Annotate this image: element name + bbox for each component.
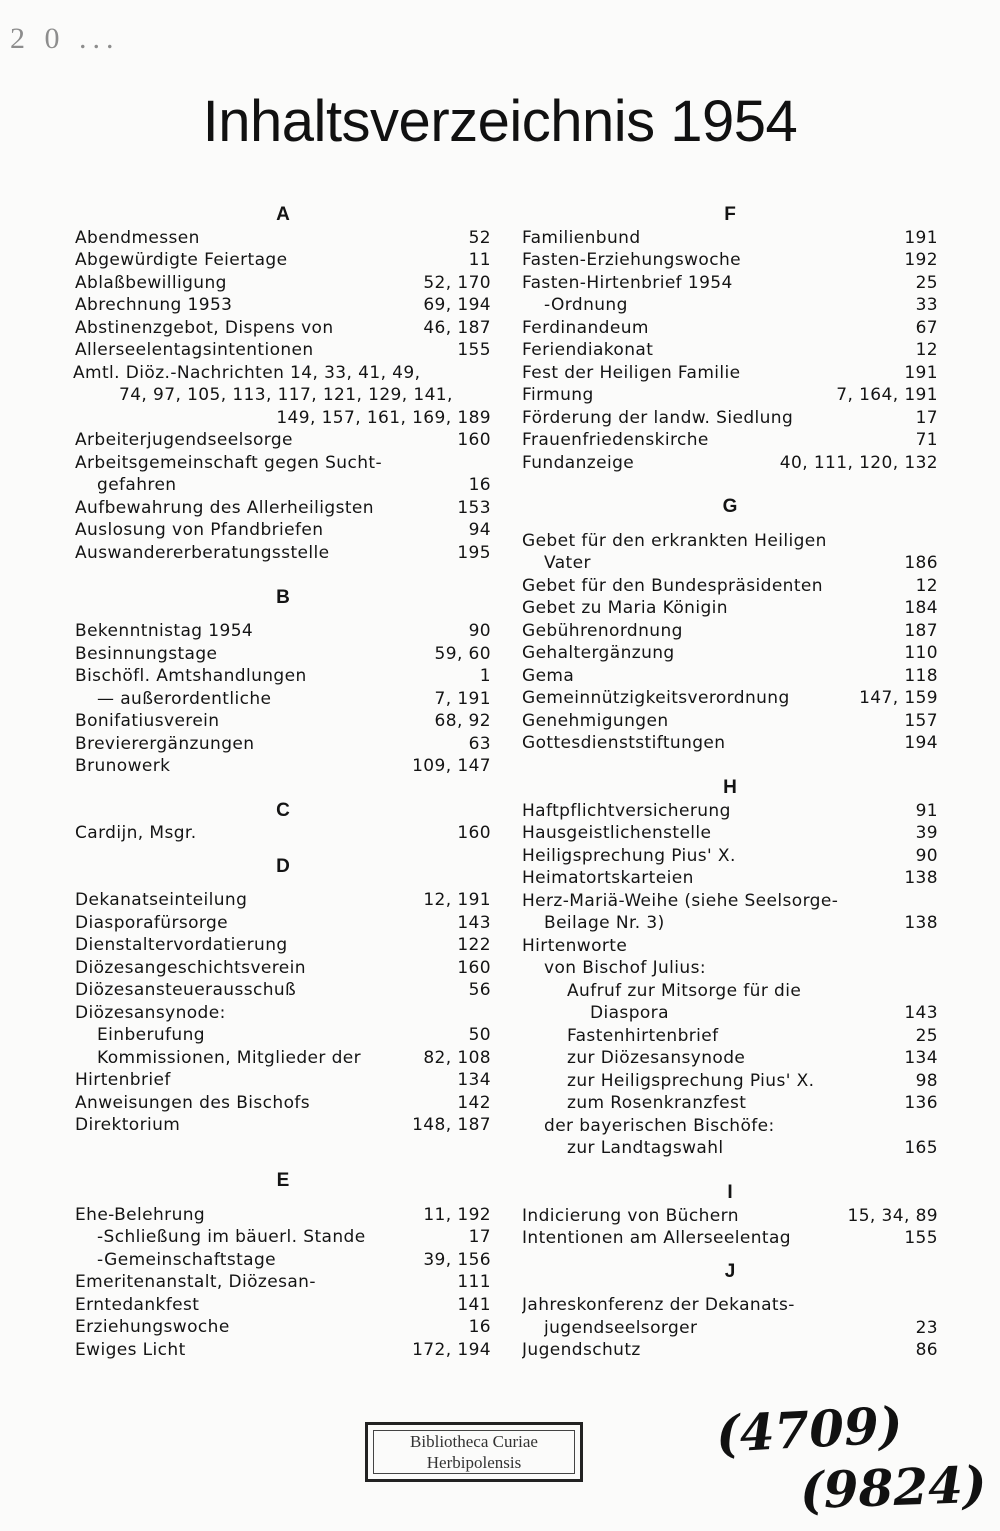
entry-pages: 46, 187 — [423, 317, 491, 338]
entry-pages: 191 — [904, 362, 938, 383]
section-f — [522, 204, 938, 474]
entry-pages: 160 — [457, 430, 491, 450]
entry-title: -Gemeinschaftstage — [97, 1249, 277, 1270]
entry-pages: 63 — [468, 733, 491, 754]
library-stamp — [365, 1422, 583, 1482]
entry-pages: 172, 194 — [412, 1339, 491, 1360]
entry-title: 74, 97, 105, 113, 117, 121, 129, 141, — [119, 385, 453, 405]
index-column-left — [75, 204, 491, 1361]
entry-title: Abrechnung 1953 — [75, 295, 233, 315]
entry-title: Gebet zu Maria Königin — [522, 598, 728, 618]
entry-title: Einberufung — [97, 1025, 205, 1045]
index-entry — [75, 889, 491, 912]
entry-pages: 23 — [915, 1317, 938, 1338]
section-b — [75, 587, 491, 778]
index-entry — [522, 642, 938, 665]
entry-title: 149, 157, 161, 169, 189 — [276, 407, 491, 428]
entry-title: Genehmigungen — [522, 710, 669, 731]
entry-pages: 33 — [915, 295, 938, 315]
entry-title: Haftpflichtversicherung — [522, 800, 731, 821]
entry-pages: 141 — [457, 1294, 491, 1315]
index-entry — [75, 452, 491, 475]
entry-title: Arbeiterjugendseelsorge — [75, 430, 293, 450]
section-j — [522, 1261, 938, 1362]
index-entry — [75, 755, 491, 778]
entry-title: Aufbewahrung des Allerheiligsten — [75, 497, 374, 518]
entry-title: Ehe-Belehrung — [75, 1204, 206, 1225]
entry-title: Abstinenzgebot, Dispens von — [75, 317, 334, 338]
index-entry — [75, 912, 491, 935]
entry-pages: 12 — [915, 575, 938, 596]
page-title: Inhaltsverzeichnis 1954 — [202, 89, 798, 154]
index-entry — [75, 934, 491, 957]
entry-pages: 134 — [904, 1048, 938, 1068]
entry-pages: 94 — [468, 520, 491, 540]
handwritten-note-1: (4709) — [714, 1395, 904, 1464]
entry-title: Auswandererberatungsstelle — [75, 542, 330, 563]
entry-title: Abgewürdigte Feiertage — [75, 250, 288, 270]
index-entry — [522, 687, 938, 710]
index-entry — [75, 643, 491, 666]
entry-title: Herz-Mariä-Weihe (siehe Seelsorge- — [522, 890, 839, 911]
index-entry — [75, 1092, 491, 1115]
entry-title: Gebet für den erkrankten Heiligen — [522, 530, 827, 551]
entry-title: Firmung — [522, 385, 594, 405]
entry-title: Brevierergänzungen — [75, 733, 255, 754]
index-entry — [522, 867, 938, 890]
entry-pages: 148, 187 — [412, 1115, 491, 1135]
entry-title: Intentionen am Allerseelentag — [522, 1228, 791, 1248]
entry-title: Ablaßbewilligung — [75, 272, 227, 293]
entry-pages: 138 — [904, 868, 938, 888]
entry-title: Fundanzeige — [522, 452, 635, 473]
entry-pages: 187 — [904, 620, 938, 641]
entry-title: Diözesansteuerausschuß — [75, 980, 297, 1000]
entry-pages: 153 — [457, 497, 491, 518]
index-entry — [522, 1092, 938, 1115]
entry-title: Diözesangeschichtsverein — [75, 957, 306, 978]
index-entry — [75, 822, 491, 845]
entry-pages: 1 — [479, 666, 491, 686]
entry-title: Gehaltergänzung — [522, 643, 675, 663]
entry-pages: 12 — [915, 340, 938, 360]
entry-pages: 7, 164, 191 — [836, 385, 938, 405]
entry-pages: 136 — [904, 1093, 938, 1113]
entry-title: Bekenntnistag 1954 — [75, 621, 254, 641]
entry-title: Besinnungstage — [75, 643, 218, 664]
entry-pages: 90 — [468, 621, 491, 641]
entry-pages: 86 — [915, 1340, 938, 1360]
section-letter: G — [722, 496, 738, 517]
index-entry — [75, 1249, 491, 1272]
entry-title: Gebet für den Bundespräsidenten — [522, 575, 823, 596]
index-entry — [522, 362, 938, 385]
entry-title: Bonifatiusverein — [75, 711, 220, 731]
index-entry — [522, 1205, 938, 1228]
entry-pages: 11, 192 — [423, 1204, 491, 1225]
index-entry — [75, 1024, 491, 1047]
index-entry — [522, 575, 938, 598]
entry-pages: 52 — [468, 227, 491, 248]
index-entry — [522, 317, 938, 340]
index-entry — [75, 688, 491, 711]
entry-title: Aufruf zur Mitsorge für die — [567, 980, 802, 1001]
section-a — [75, 204, 491, 564]
section-letter: C — [276, 799, 290, 821]
section-h — [522, 777, 938, 1160]
entry-title: Emeritenanstalt, Diözesan- — [75, 1272, 316, 1292]
entry-title: Amtl. Diöz.-Nachrichten 14, 33, 41, 49, — [73, 362, 421, 383]
entry-pages: 109, 147 — [412, 756, 491, 776]
entry-title: Hirtenworte — [522, 935, 628, 956]
index-entry — [522, 1002, 938, 1025]
index-entry — [75, 1316, 491, 1339]
entry-pages: 11 — [468, 250, 491, 270]
entry-title: Arbeitsgemeinschaft gegen Sucht- — [75, 452, 382, 473]
index-entry — [75, 733, 491, 756]
index-entry — [522, 1137, 938, 1160]
entry-title: Förderung der landw. Siedlung — [522, 407, 794, 428]
entry-pages: 68, 92 — [434, 711, 491, 731]
entry-title: -Schließung im bäuerl. Stande — [97, 1227, 366, 1247]
index-entry — [75, 1047, 491, 1070]
index-entry — [522, 800, 938, 823]
index-entry — [75, 957, 491, 980]
entry-pages: 98 — [915, 1070, 938, 1091]
section-letter: J — [724, 1260, 736, 1282]
entry-title: Diasporafürsorge — [75, 912, 229, 933]
index-entry — [522, 272, 938, 295]
entry-pages: 16 — [468, 475, 491, 495]
entry-pages: 138 — [904, 913, 938, 933]
section-g — [522, 496, 938, 755]
index-entry — [522, 912, 938, 935]
entry-title: Heimatortskarteien — [522, 868, 694, 888]
index-entry — [522, 227, 938, 250]
index-entry — [75, 979, 491, 1002]
entry-pages: 155 — [457, 340, 491, 360]
entry-title: Erziehungswoche — [75, 1317, 230, 1337]
entry-title: Cardijn, Msgr. — [75, 823, 197, 843]
entry-pages: 56 — [468, 980, 491, 1000]
index-entry — [522, 890, 938, 913]
entry-title: Fasten-Erziehungswoche — [522, 250, 742, 270]
index-entry — [522, 1227, 938, 1250]
entry-pages: 7, 191 — [434, 688, 491, 709]
entry-pages: 15, 34, 89 — [847, 1205, 938, 1226]
entry-title: Heiligsprechung Pius' X. — [522, 845, 736, 866]
section-c — [75, 800, 491, 845]
entry-pages: 194 — [904, 733, 938, 753]
entry-title: Diaspora — [590, 1003, 669, 1023]
index-entry — [522, 452, 938, 475]
entry-title: Gema — [522, 665, 575, 686]
entry-title: von Bischof Julius: — [544, 958, 706, 978]
index-entry — [522, 552, 938, 575]
entry-title: Jahreskonferenz der Dekanats- — [522, 1295, 795, 1315]
section-e — [75, 1170, 491, 1361]
entry-pages: 134 — [457, 1070, 491, 1090]
index-entry — [75, 429, 491, 452]
entry-title: Ferdinandeum — [522, 317, 649, 338]
index-entry — [522, 1115, 938, 1138]
entry-pages: 59, 60 — [434, 643, 491, 664]
section-letter: E — [276, 1170, 290, 1191]
index-entry — [522, 429, 938, 452]
entry-title: Allerseelentagsintentionen — [75, 340, 314, 360]
entry-pages: 71 — [915, 430, 938, 450]
entry-pages: 17 — [468, 1227, 491, 1247]
index-entry — [75, 519, 491, 542]
entry-pages: 40, 111, 120, 132 — [779, 452, 938, 473]
index-entry — [73, 362, 491, 385]
entry-title: zur Landtagswahl — [567, 1138, 724, 1158]
entry-pages: 142 — [457, 1092, 491, 1113]
index-entry — [522, 935, 938, 958]
corner-mark: 2 0 ... — [10, 22, 120, 55]
index-entry — [522, 845, 938, 868]
entry-title: Bischöfl. Amtshandlungen — [75, 666, 307, 686]
index-entry — [75, 542, 491, 565]
index-entry — [75, 1002, 491, 1025]
section-letter: B — [276, 586, 290, 608]
section-i — [522, 1182, 938, 1250]
entry-pages: 143 — [457, 912, 491, 933]
index-entry — [75, 1069, 491, 1092]
entry-pages: 147, 159 — [859, 688, 938, 708]
entry-title: Gebührenordnung — [522, 620, 683, 641]
entry-title: Anweisungen des Bischofs — [75, 1092, 311, 1113]
index-entry — [522, 249, 938, 272]
index-entry — [75, 317, 491, 340]
index-entry — [522, 665, 938, 688]
entry-pages: 91 — [915, 800, 938, 821]
handwritten-note-2: (9824) — [799, 1454, 988, 1521]
entry-pages: 17 — [915, 407, 938, 428]
entry-title: gefahren — [97, 475, 177, 495]
index-entry — [522, 1294, 938, 1317]
section-d — [75, 856, 491, 1137]
index-entry — [522, 980, 938, 1003]
entry-title: Fasten-Hirtenbrief 1954 — [522, 272, 733, 293]
section-letter: H — [723, 777, 737, 798]
entry-title: jugendseelsorger — [544, 1317, 698, 1338]
entry-pages: 143 — [904, 1003, 938, 1023]
entry-pages: 82, 108 — [423, 1047, 491, 1068]
entry-title: zum Rosenkranzfest — [567, 1093, 747, 1113]
entry-pages: 25 — [915, 272, 938, 293]
entry-title: Dienstaltervordatierung — [75, 935, 288, 955]
section-letter: D — [276, 855, 290, 877]
index-entry — [522, 710, 938, 733]
index-entry — [75, 1339, 491, 1362]
index-entry — [522, 1317, 938, 1340]
index-entry — [522, 407, 938, 430]
entry-pages: 157 — [904, 710, 938, 731]
entry-title: Direktorium — [75, 1115, 181, 1135]
entry-title: der bayerischen Bischöfe: — [544, 1115, 775, 1136]
index-entry — [75, 294, 491, 317]
index-entry — [522, 384, 938, 407]
entry-title: Jugendschutz — [522, 1340, 641, 1360]
entry-title: Familienbund — [522, 227, 641, 248]
entry-pages: 192 — [904, 250, 938, 270]
index-entry — [75, 1204, 491, 1227]
index-entry — [75, 620, 491, 643]
index-entry — [522, 822, 938, 845]
entry-title: Feriendiakonat — [522, 340, 654, 360]
index-entry — [522, 620, 938, 643]
index-entry — [75, 407, 491, 430]
entry-title: Kommissionen, Mitglieder der — [97, 1047, 362, 1068]
entry-pages: 50 — [468, 1025, 491, 1045]
entry-pages: 39 — [915, 823, 938, 843]
index-entry — [75, 1294, 491, 1317]
index-entry — [75, 1114, 491, 1137]
entry-pages: 118 — [904, 665, 938, 686]
entry-pages: 12, 191 — [423, 890, 491, 910]
entry-title: zur Diözesansynode — [567, 1048, 746, 1068]
index-entry — [522, 1025, 938, 1048]
entry-title: Beilage Nr. 3) — [544, 913, 665, 933]
section-letter: A — [276, 204, 290, 225]
entry-pages: 184 — [904, 598, 938, 618]
entry-pages: 25 — [915, 1025, 938, 1046]
entry-title: -Ordnung — [544, 295, 628, 315]
entry-pages: 195 — [457, 542, 491, 563]
index-entry — [75, 272, 491, 295]
entry-pages: 122 — [457, 935, 491, 955]
index-entry — [522, 294, 938, 317]
index-entry — [522, 597, 938, 620]
entry-title: Fastenhirtenbrief — [567, 1025, 719, 1046]
index-entry — [75, 1226, 491, 1249]
index-entry — [75, 474, 491, 497]
entry-title: Indicierung von Büchern — [522, 1205, 739, 1226]
entry-pages: 160 — [457, 957, 491, 978]
entry-title: Frauenfriedenskirche — [522, 430, 709, 450]
entry-pages: 67 — [915, 317, 938, 338]
section-letter: F — [724, 204, 736, 225]
entry-title: Diözesansynode: — [75, 1002, 226, 1023]
entry-title: Ewiges Licht — [75, 1339, 186, 1360]
entry-title: zur Heiligsprechung Pius' X. — [567, 1070, 815, 1091]
index-entry — [75, 497, 491, 520]
entry-pages: 155 — [904, 1228, 938, 1248]
stamp-line-2: Herbipolensis — [426, 1453, 522, 1472]
entry-title: Abendmessen — [75, 227, 200, 248]
index-entry — [522, 732, 938, 755]
entry-pages: 111 — [457, 1272, 491, 1292]
entry-pages: 90 — [915, 845, 938, 866]
index-entry — [75, 249, 491, 272]
index-entry — [522, 1070, 938, 1093]
section-letter: I — [727, 1182, 733, 1203]
entry-pages: 186 — [904, 553, 938, 573]
entry-title: Vater — [544, 553, 591, 573]
entry-title: Brunowerk — [75, 756, 171, 776]
index-entry — [75, 710, 491, 733]
index-entry — [522, 1047, 938, 1070]
entry-title: Gemeinnützigkeitsverordnung — [522, 688, 790, 708]
entry-pages: 39, 156 — [423, 1249, 491, 1270]
entry-title: Hirtenbrief — [75, 1070, 171, 1090]
entry-pages: 52, 170 — [423, 272, 491, 293]
index-entry — [75, 339, 491, 362]
entry-title: Erntedankfest — [75, 1294, 200, 1315]
index-entry — [522, 339, 938, 362]
index-entry — [75, 665, 491, 688]
entry-title: Dekanatseinteilung — [75, 890, 248, 910]
entry-pages: 110 — [904, 643, 938, 663]
index-entry — [75, 1271, 491, 1294]
index-entry — [75, 227, 491, 250]
index-column-right — [522, 204, 938, 1362]
stamp-line-1: Bibliotheca Curiae — [410, 1432, 538, 1451]
entry-pages: 16 — [468, 1317, 491, 1337]
entry-pages: 160 — [457, 823, 491, 843]
index-entry — [522, 957, 938, 980]
entry-title: — außerordentliche — [97, 688, 272, 709]
entry-pages: 69, 194 — [423, 295, 491, 315]
index-entry — [75, 384, 491, 407]
entry-pages: 165 — [904, 1138, 938, 1158]
entry-title: Fest der Heiligen Familie — [522, 362, 741, 383]
entry-title: Auslosung von Pfandbriefen — [75, 520, 324, 540]
entry-title: Gottesdienststiftungen — [522, 733, 726, 753]
entry-pages: 191 — [904, 227, 938, 248]
entry-title: Hausgeistlichenstelle — [522, 823, 712, 843]
index-entry — [522, 1339, 938, 1362]
index-entry — [522, 530, 938, 553]
